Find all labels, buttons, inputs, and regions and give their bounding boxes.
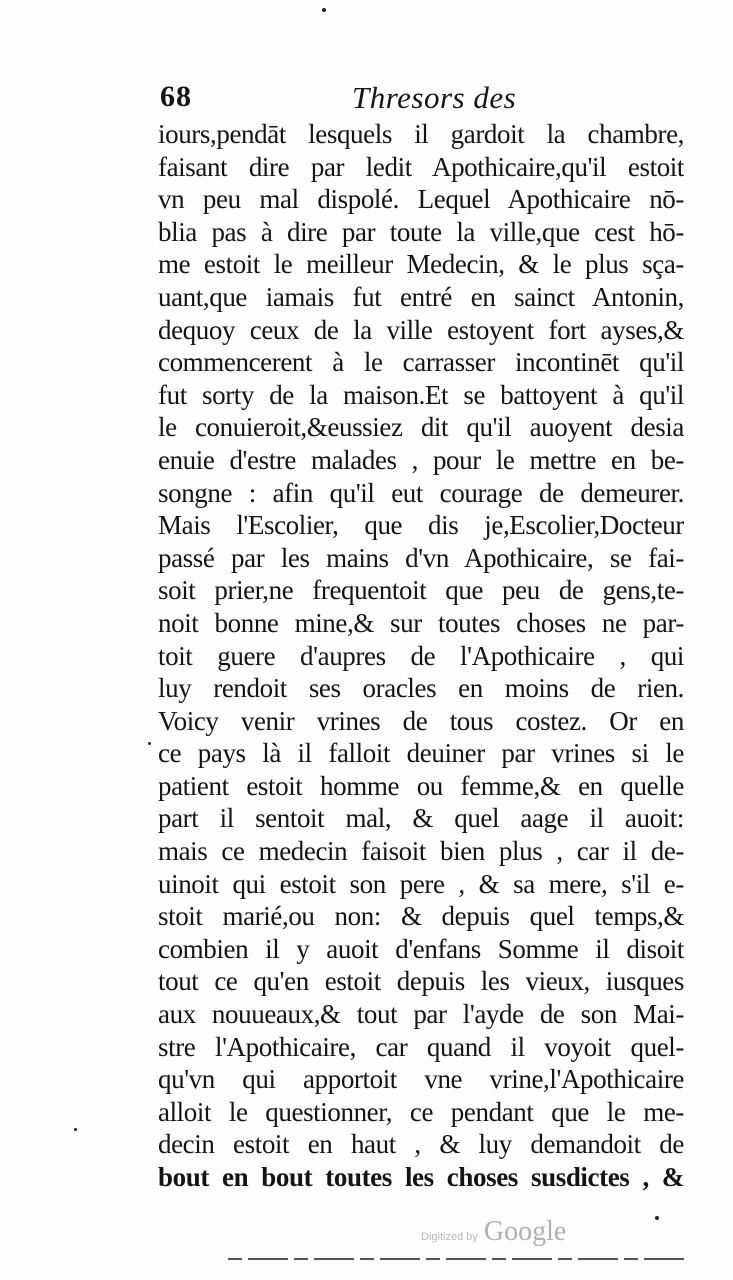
text-line: stoit marié,ou non: & depuis quel temps,& [158,901,684,932]
text-line: fut sorty de la maison.Et se battoyent à qu'il [158,379,684,410]
text-line: stre l'Apothicaire, car quand il voyoit quel- [158,1031,684,1062]
body-text [158,118,684,1194]
text-line: uinoit qui estoit son pere , & sa mere, s'il e- [158,868,684,899]
text-line: luy rendoit ses oracles en moins de rien. [158,673,684,704]
text-line: commencerent à le carrasser incontinēt qu'il [158,347,684,378]
scan-speck [322,8,326,12]
text-line: patient estoit homme ou femme,& en quelle [158,770,684,801]
text-line: toit guere d'aupres de l'Apothicaire , qui [158,640,684,671]
text-line: noit bonne mine,& sur toutes choses ne par- [158,607,684,638]
page-header [160,80,680,120]
text-line: qu'vn qui apportoit vne vrine,l'Apothicaire [158,1064,684,1095]
text-line: decin estoit en haut , & luy demandoit de [158,1129,684,1160]
google-watermark [421,1216,566,1248]
text-line: faisant dire par ledit Apothicaire,qu'il estoit [158,151,684,182]
text-line: me estoit le meilleur Medecin, & le plus sça- [158,249,684,280]
text-line: blia pas à dire par toute la ville,que cest hō- [158,216,684,247]
scan-speck [74,1128,77,1131]
bottom-scan-rule [228,1258,688,1260]
text-line: aux nouueaux,& tout par l'ayde de son Mai- [158,999,684,1030]
text-line: uant,que iamais fut entré en sainct Antonin, [158,281,684,312]
text-line: enuie d'estre malades , pour le mettre en be- [158,444,684,475]
text-line: dequoy ceux de la ville estoyent fort ayses,& [158,314,684,345]
text-line: alloit le questionner, ce pendant que le me- [158,1096,684,1127]
text-line: vn peu mal dispolé. Lequel Apothicaire nō- [158,184,684,215]
text-line: part il sentoit mal, & quel aage il auoit: [158,803,684,834]
text-line: Voicy venir vrines de tous costez. Or en [158,705,684,736]
text-line: ce pays là il falloit deuiner par vrines si le [158,738,684,769]
text-line: combien il y auoit d'enfans Somme il disoit [158,933,684,964]
page-number: 68 [160,80,192,113]
text-line: songne : afin qu'il eut courage de demeurer. [158,477,684,508]
text-line: passé par les mains d'vn Apothicaire, se fai- [158,542,684,573]
text-line: iours,pendāt lesquels il gardoit la chambre, [158,119,684,149]
text-line: soit prier,ne frequentoit que peu de gens,te- [158,575,684,606]
text-line: bout en bout toutes les choses susdictes , & [158,1162,684,1192]
text-line: mais ce medecin faisoit bien plus , car il de- [158,836,684,867]
scan-speck [148,742,151,745]
text-line: Mais l'Escolier, que dis je,Escolier,Docteur [158,510,684,541]
text-line: le conuieroit,&eussiez dit qu'il auoyent desia [158,412,684,443]
scan-speck [655,1216,659,1220]
running-head: Thresors des [352,80,517,115]
google-logo: Google [483,1216,567,1247]
digitized-by-label: Digitized by [421,1231,478,1243]
text-line: tout ce qu'en estoit depuis les vieux, iusques [158,966,684,997]
